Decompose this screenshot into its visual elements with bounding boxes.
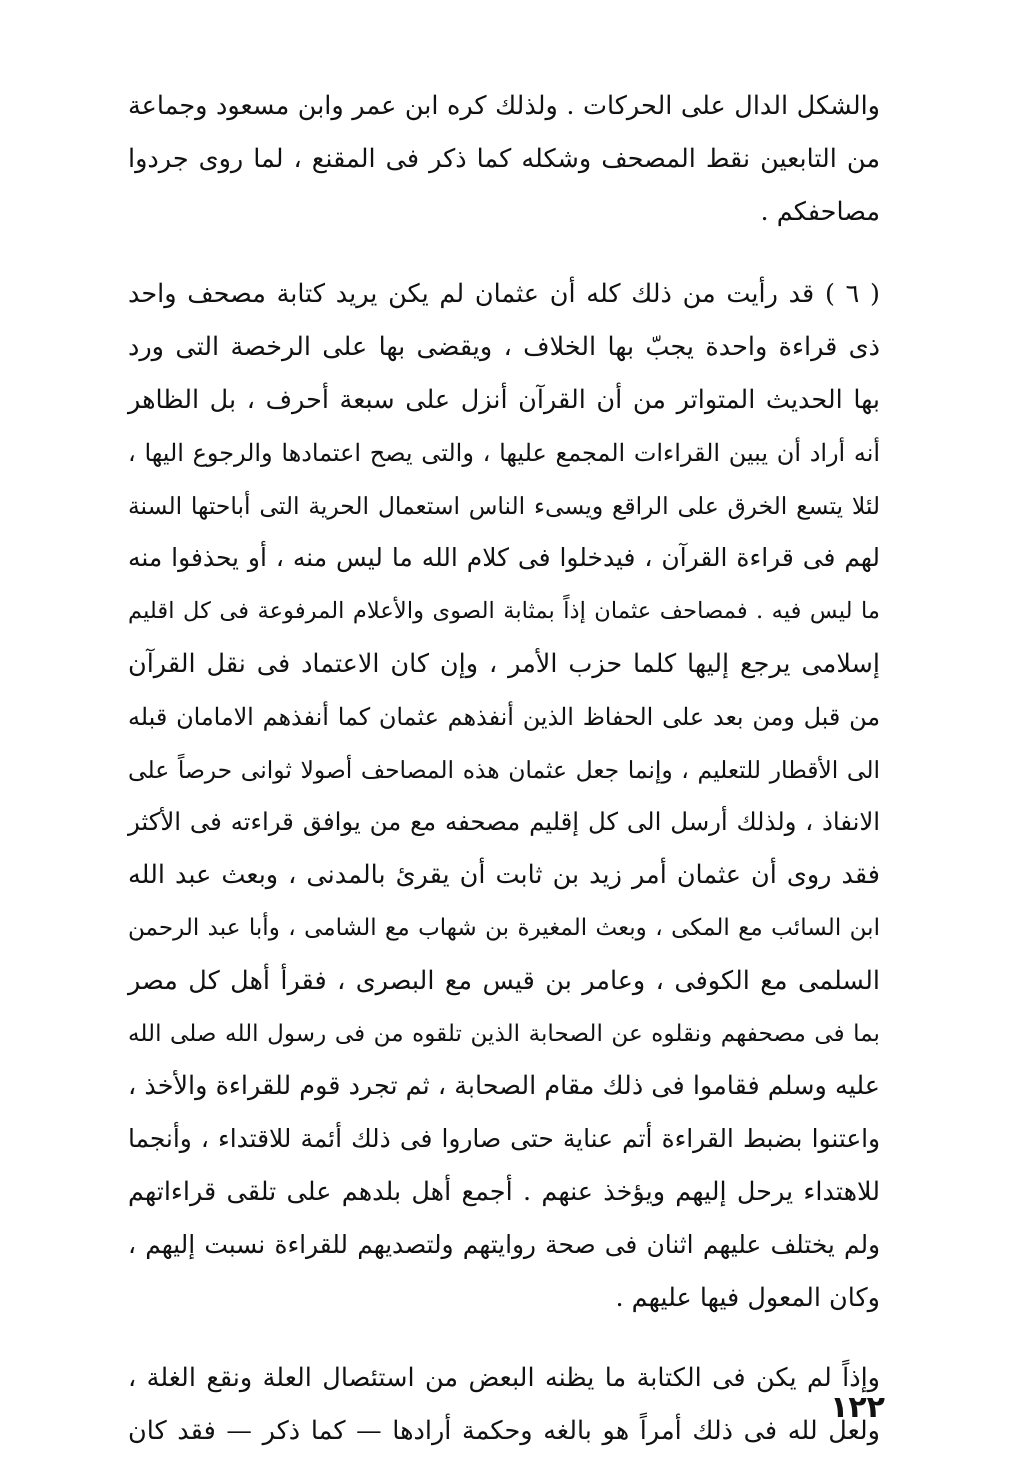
paragraph-2 xyxy=(128,268,880,1324)
text-line: ما ليس فيه . فمصاحف عثمان إذاً بمثابة الصوى والأعلام المرفوعة فى كل اقليم xyxy=(128,598,880,625)
text-line: الانفاذ ، ولذلك أرسل الى كل إقليم مصحفه مع من يوافق قراءته فى الأكثر xyxy=(128,807,880,837)
text-line: وإذاً لم يكن فى الكتابة ما يظنه البعض من استئصال العلة ونقع الغلة ، xyxy=(128,1363,880,1394)
text-line: ( ٦ ) قد رأيت من ذلك كله أن عثمان لم يكن يريد كتابة مصحف واحد xyxy=(128,279,881,310)
text-line: الى الأقطار للتعليم ، وإنما جعل عثمان هذه المصاحف أصولا ثوانى حرصاً على xyxy=(128,755,880,784)
text-line: وكان المعول فيها عليهم . xyxy=(615,1282,880,1313)
text-line: إسلامى يرجع إليها كلما حزب الأمر ، وإن كان الاعتماد فى نقل القرآن xyxy=(128,648,880,679)
text-line: ولم يختلف عليهم اثنان فى صحة روايتهم ولتصديهم للقراءة نسبت إليهم ، xyxy=(128,1229,880,1259)
text-line: فقد روى أن عثمان أمر زيد بن ثابت أن يقرئ بالمدنى ، وبعث عبد الله xyxy=(128,860,880,891)
text-line: أنه أراد أن يبين القراءات المجمع عليها ، والتى يصح اعتمادها والرجوع اليها ، xyxy=(128,438,880,467)
text-line: ولعل لله فى ذلك أمراً هو بالغه وحكمة أرادها — كما ذكر — فقد كان xyxy=(128,1416,880,1447)
page-number: ١٢٢ xyxy=(830,1390,885,1425)
text-line: السلمى مع الكوفى ، وعامر بن قيس مع البصرى ، فقرأ أهل كل مصر xyxy=(128,965,880,996)
text-line: ذى قراءة واحدة يجبّ بها الخلاف ، ويقضى بها على الرخصة التى ورد xyxy=(128,332,880,363)
text-line: ابن السائب مع المكى ، وبعث المغيرة بن شهاب مع الشامى ، وأبا عبد الرحمن xyxy=(128,914,880,941)
text-line: لهم فى قراءة القرآن ، فيدخلوا فى كلام الله ما ليس منه ، أو يحذفوا منه xyxy=(128,543,880,573)
text-line: والشكل الدال على الحركات . ولذلك كره ابن عمر وابن مسعود وجماعة xyxy=(128,91,880,121)
text-line: من قبل ومن بعد على الحفاظ الذين أنفذهم عثمان كما أنفذهم الامامان قبله xyxy=(128,702,880,731)
paragraph-1 xyxy=(128,80,880,238)
text-line: لئلا يتسع الخرق على الراقع ويسىء الناس استعمال الحرية التى أباحتها السنة xyxy=(128,491,880,520)
text-line: واعتنوا بضبط القراءة أتم عناية حتى صاروا فى ذلك أئمة للاقتداء ، وأنجما xyxy=(128,1124,880,1154)
text-line: من التابعين نقط المصحف وشكله كما ذكر فى المقنع ، لما روى جردوا xyxy=(128,143,880,174)
paragraph-3 xyxy=(128,1352,880,1458)
text-line: للاهتداء يرحل إليهم ويؤخذ عنهم . أجمع أهل بلدهم على تلقى قراءاتهم xyxy=(128,1176,880,1207)
text-line: بها الحديث المتواتر من أن القرآن أنزل على سبعة أحرف ، بل الظاهر xyxy=(128,384,880,415)
text-line: مصاحفكم . xyxy=(760,196,880,227)
paragraph-gap xyxy=(128,238,880,268)
page-body xyxy=(128,80,880,1458)
text-line: بما فى مصحفهم ونقلوه عن الصحابة الذين تلقوه من فى رسول الله صلى الله xyxy=(128,1020,880,1047)
paragraph-gap xyxy=(128,1324,880,1352)
text-line: عليه وسلم فقاموا فى ذلك مقام الصحابة ، ثم تجرد قوم للقراءة والأخذ ، xyxy=(128,1071,880,1102)
